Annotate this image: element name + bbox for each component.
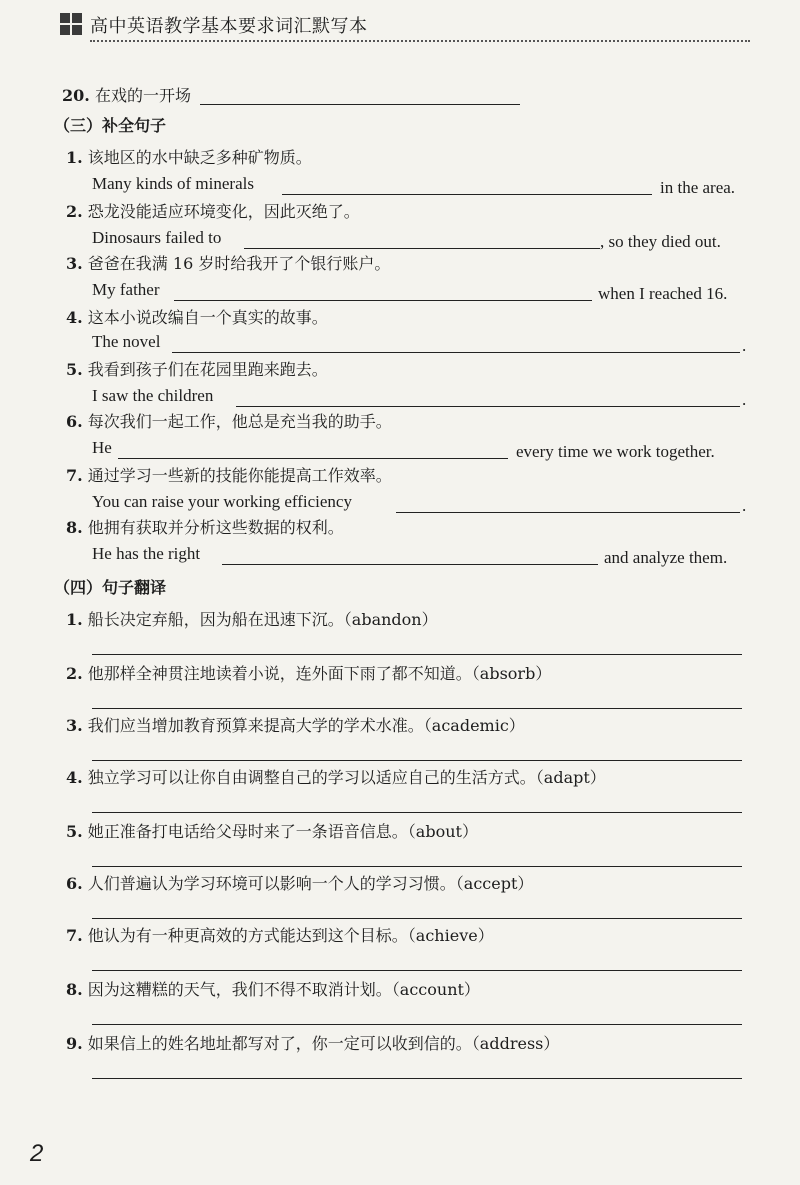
s3-item-1-cn: 1. 该地区的水中缺乏多种矿物质。 — [66, 148, 312, 167]
s3-item-7-cn: 7. 通过学习一些新的技能你能提高工作效率。 — [66, 466, 392, 485]
s3-item-8-cn: 8. 他拥有获取并分析这些数据的权利。 — [66, 518, 344, 537]
header-title: 高中英语教学基本要求词汇默写本 — [90, 16, 368, 37]
s3-item-6-cn: 6. 每次我们一起工作，他总是充当我的助手。 — [66, 412, 392, 431]
section-title: （三）补全句子 — [54, 116, 167, 135]
section-title: （四）句子翻译 — [54, 578, 167, 597]
answer-blank[interactable] — [282, 194, 652, 195]
s3-item-8-pre: He has the right — [92, 544, 201, 563]
grid-logo-icon — [60, 13, 82, 35]
s4-item-7: 7. 他认为有一种更高效的方式能达到这个目标。（achieve） — [66, 926, 494, 945]
s4-item-6: 6. 人们普遍认为学习环境可以影响一个人的学习习惯。（accept） — [66, 874, 534, 893]
s3-item-7-post: . — [742, 496, 747, 515]
answer-blank[interactable] — [118, 458, 508, 459]
s3-item-2-pre: Dinosaurs failed to — [92, 228, 222, 247]
answer-blank[interactable] — [92, 1024, 742, 1025]
s3-item-8-post: and analyze them. — [604, 548, 728, 567]
s4-item-8: 8. 因为这糟糕的天气，我们不得不取消计划。（account） — [66, 980, 480, 999]
answer-blank[interactable] — [92, 654, 742, 655]
s3-item-3-post: when I reached 16. — [598, 284, 728, 303]
s4-item-4: 4. 独立学习可以让你自由调整自己的学习以适应自己的生活方式。（adapt） — [66, 768, 606, 787]
s3-item-5-post: . — [742, 390, 747, 409]
s3-item-4-cn: 4. 这本小说改编自一个真实的故事。 — [66, 308, 328, 327]
s3-item-2-post: , so they died out. — [600, 232, 721, 251]
answer-blank[interactable] — [92, 708, 742, 709]
question-20: 20. 在戏的一开场 — [62, 86, 191, 105]
answer-blank[interactable] — [92, 918, 742, 919]
answer-blank[interactable] — [92, 866, 742, 867]
s4-item-1: 1. 船长决定弃船，因为船在迅速下沉。（abandon） — [66, 610, 438, 629]
answer-blank[interactable] — [236, 406, 740, 407]
answer-blank[interactable] — [396, 512, 740, 513]
s4-item-5: 5. 她正准备打电话给父母时来了一条语音信息。（about） — [66, 822, 478, 841]
s3-item-4-pre: The novel — [92, 332, 161, 351]
answer-blank[interactable] — [244, 248, 600, 249]
header-divider — [90, 40, 750, 42]
answer-blank[interactable] — [92, 970, 742, 971]
page-number: 2 — [30, 1140, 44, 1167]
answer-blank[interactable] — [92, 1078, 742, 1079]
s3-item-3-pre: My father — [92, 280, 160, 299]
page-header — [60, 10, 750, 44]
s3-item-2-cn: 2. 恐龙没能适应环境变化，因此灭绝了。 — [66, 202, 360, 221]
s3-item-6-post: every time we work together. — [516, 442, 715, 461]
answer-blank[interactable] — [92, 812, 742, 813]
s3-item-7-pre: You can raise your working efficiency — [92, 492, 352, 511]
answer-blank[interactable] — [92, 760, 742, 761]
answer-blank[interactable] — [222, 564, 598, 565]
answer-blank[interactable] — [174, 300, 592, 301]
s4-item-2: 2. 他那样全神贯注地读着小说，连外面下雨了都不知道。（absorb） — [66, 664, 552, 683]
s3-item-5-cn: 5. 我看到孩子们在花园里跑来跑去。 — [66, 360, 328, 379]
s3-item-4-post: . — [742, 336, 747, 355]
s3-item-1-pre: Many kinds of minerals — [92, 174, 254, 193]
answer-blank[interactable] — [200, 104, 520, 105]
s3-item-5-pre: I saw the children — [92, 386, 214, 405]
s4-item-3: 3. 我们应当增加教育预算来提高大学的学术水准。（academic） — [66, 716, 525, 735]
s3-item-6-pre: He — [92, 438, 112, 457]
s4-item-9: 9. 如果信上的姓名地址都写对了，你一定可以收到信的。（address） — [66, 1034, 560, 1053]
answer-blank[interactable] — [172, 352, 740, 353]
s3-item-1-post: in the area. — [660, 178, 736, 197]
s3-item-3-cn: 3. 爸爸在我满 16 岁时给我开了个银行账户。 — [66, 254, 391, 273]
